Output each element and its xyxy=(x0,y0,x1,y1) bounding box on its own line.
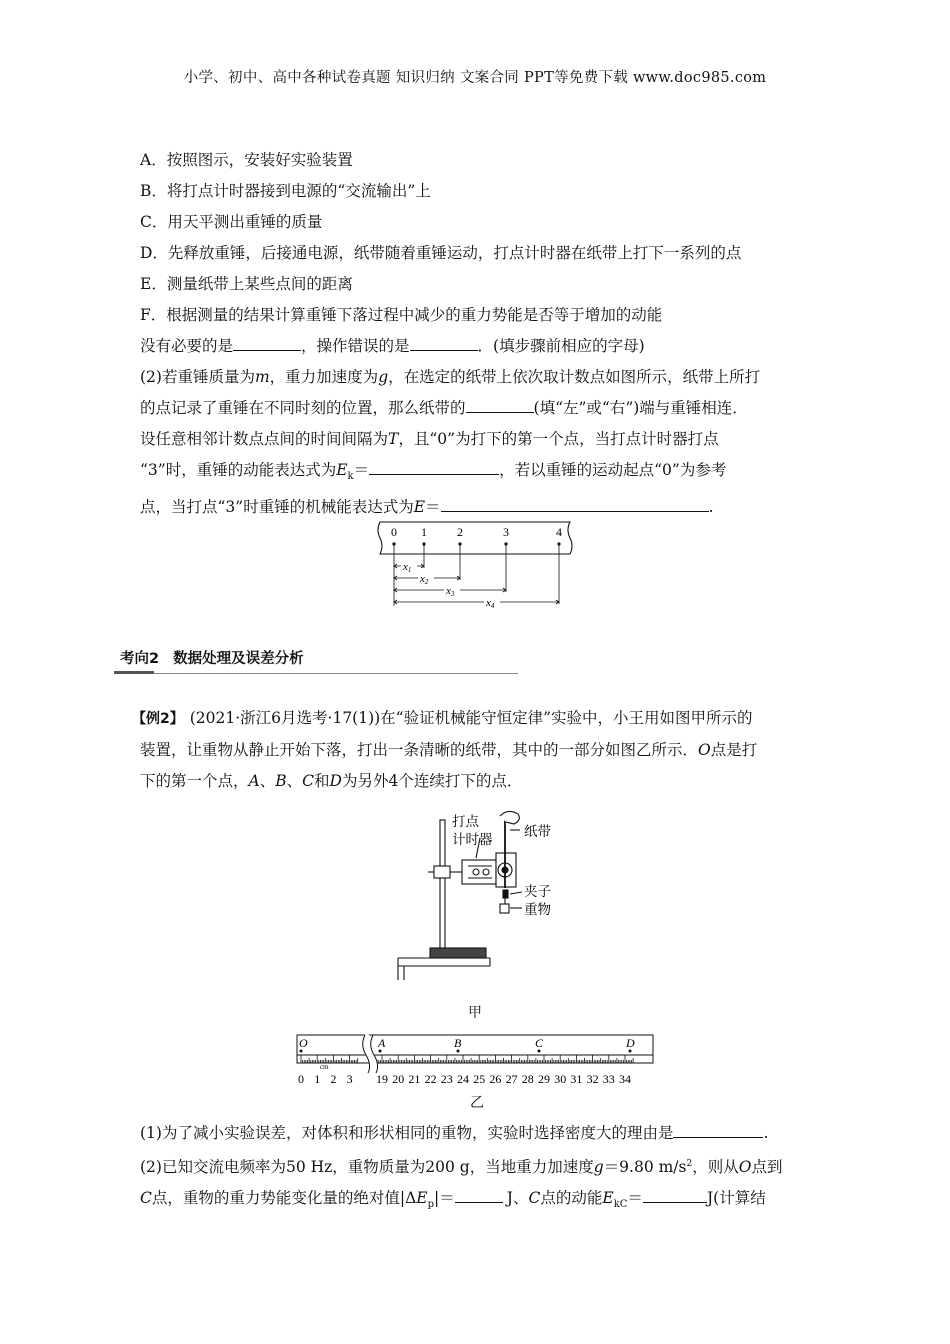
stand-base xyxy=(430,948,486,958)
ruler-unit: cm xyxy=(320,1063,329,1071)
ruler-number: 22 xyxy=(424,1072,437,1086)
ruler-label-b: B xyxy=(454,1036,462,1050)
question-2-line-4: “3”时，重锤的动能表达式为$E_k=$ ，若以重锤的运动起点“0”为参考 xyxy=(140,455,812,492)
ruler-number: 25 xyxy=(473,1072,486,1086)
ruler-number: 30 xyxy=(554,1072,567,1086)
tape-strip xyxy=(297,1035,653,1063)
example-line-1: 【例2】 (2021·浙江6月选考·17(1))在“验证机械能守恒定律”实验中，小王用如图甲所示的 xyxy=(132,709,753,727)
dim-x2: x2 xyxy=(420,573,429,586)
question-2-line-3: 设任意相邻计数点点间的时间间隔为T，且“0”为打下的第一个点，当打点计时器打点 xyxy=(140,430,719,448)
ruler-number: 23 xyxy=(440,1072,453,1086)
example-tag: 【例2】 xyxy=(132,711,184,727)
ruler-number: 29 xyxy=(538,1072,550,1086)
question-1-line: 没有必要的是 ，操作错误的是 ．(填步骤前相应的字母) xyxy=(140,331,812,362)
ruler-number: 27 xyxy=(505,1072,518,1086)
ruler-figure xyxy=(292,1033,660,1091)
ruler-number: 19 xyxy=(376,1072,388,1086)
caption-yi: 乙 xyxy=(470,1095,484,1111)
question-2-line-1: (2)若重锤质量为m，重力加速度为g，在选定的纸带上依次取计数点如图所示，纸带上所打 xyxy=(140,368,761,386)
answer-blank-side[interactable] xyxy=(466,394,534,413)
ruler-number: 2 xyxy=(330,1072,337,1086)
ruler-number: 21 xyxy=(408,1072,421,1086)
ruler-points xyxy=(300,1050,632,1053)
example-line-2: 装置，让重物从静止开始下落，打出一条清晰的纸带，其中的一部分如图乙所示．O点是打 xyxy=(140,741,758,759)
answer-blank-ekc[interactable] xyxy=(643,1184,707,1203)
answer-blank-density[interactable] xyxy=(673,1119,763,1138)
question-2-line-5: 点，当打点“3”时重锤的机械能表达式为E＝ . xyxy=(140,492,812,523)
step-c: C．用天平测出重锤的质量 xyxy=(140,213,323,231)
tape-label-0: 0 xyxy=(391,525,397,539)
label-weight: 重物 xyxy=(524,902,551,918)
example-2 xyxy=(132,703,812,797)
ruler-number: 24 xyxy=(457,1072,469,1086)
ruler-ticks xyxy=(301,1055,633,1063)
example-q2-line-2: C点，重物的重力势能变化量的绝对值$|\Delta E_p|= J$、C点的动能$E_{kC}= J$(计算结 xyxy=(140,1183,812,1220)
caption-jia: 甲 xyxy=(468,1005,482,1021)
tape-label-3: 3 xyxy=(503,525,509,539)
apparatus-figure xyxy=(390,808,570,998)
step-a: A．按照图示，安装好实验装置 xyxy=(140,151,353,169)
label-clip: 夹子 xyxy=(524,884,551,900)
tape-label-1: 1 xyxy=(421,525,427,539)
step-f: F．根据测量的结果计算重锤下落过程中减少的重力势能是否等于增加的动能 xyxy=(140,306,663,324)
step-b: B．将打点计时器接到电源的“交流输出”上 xyxy=(140,182,431,200)
ruler-label-o: O xyxy=(299,1036,308,1050)
example-questions xyxy=(140,1118,812,1220)
ruler-number: 0 xyxy=(298,1072,304,1086)
tape-label-4: 4 xyxy=(556,525,562,539)
example-line-3: 下的第一个点，A、B、C和D为另外4个连续打下的点． xyxy=(140,772,523,790)
answer-blank-e[interactable] xyxy=(441,493,709,512)
ruler-number: 31 xyxy=(570,1072,583,1086)
label-tape: 纸带 xyxy=(524,824,551,840)
ruler-label-a: A xyxy=(378,1036,386,1050)
paper-tape-diagram xyxy=(372,520,577,610)
label-timer-2: 计时器 xyxy=(452,832,493,848)
answer-blank-ep[interactable] xyxy=(455,1184,503,1203)
ruler-number: 28 xyxy=(521,1072,534,1086)
step-e: E．测量纸带上某些点间的距离 xyxy=(140,275,353,293)
example-q1: (1)为了减小实验误差，对体积和形状相同的重物，实验时选择密度大的理由是 . xyxy=(140,1118,812,1149)
answer-blank-ek[interactable] xyxy=(369,456,499,475)
section-heading: 考向2 数据处理及误差分析 xyxy=(114,645,518,674)
ruler-number: 32 xyxy=(586,1072,599,1086)
ruler-numbers xyxy=(298,1072,631,1086)
example-q2-line-1: (2)已知交流电频率为50 Hz，重物质量为200 g，当地重力加速度g＝9.80 $m/s^2$，则从O点到 xyxy=(140,1158,783,1177)
tape-points xyxy=(391,525,562,546)
answer-blank-wrong[interactable] xyxy=(410,332,478,351)
dim-x4: x4 xyxy=(486,597,495,610)
ruler-number: 3 xyxy=(346,1072,353,1086)
ruler-label-d: D xyxy=(626,1036,635,1050)
ruler-number: 1 xyxy=(314,1072,321,1086)
tape-outline xyxy=(378,522,572,554)
stand-rod xyxy=(440,820,445,950)
ruler-label-c: C xyxy=(535,1036,544,1050)
ruler-number: 20 xyxy=(392,1072,405,1086)
dim-x1: x1 xyxy=(403,561,412,574)
answer-blank-unnecessary[interactable] xyxy=(233,332,301,351)
ruler-number: 26 xyxy=(489,1072,502,1086)
dim-x3: x3 xyxy=(446,585,455,598)
step-d: D．先释放重锤，后接通电源，纸带随着重锤运动，打点计时器在纸带上打下一系列的点 xyxy=(140,244,742,262)
ruler-number: 34 xyxy=(619,1072,631,1086)
steps-list xyxy=(140,145,812,523)
weight xyxy=(500,904,509,913)
tape-label-2: 2 xyxy=(457,525,463,539)
page-header: 小学、初中、高中各种试卷真题 知识归纳 文案合同 PPT等免费下载 www.doc985.com xyxy=(183,70,767,86)
label-timer-1: 打点 xyxy=(452,814,479,830)
clip xyxy=(503,890,508,898)
question-2-line-2: 的点记录了重锤在不同时刻的位置，那么纸带的 (填“左”或“右”)端与重锤相连． xyxy=(140,393,812,424)
ruler-number: 33 xyxy=(602,1072,615,1086)
